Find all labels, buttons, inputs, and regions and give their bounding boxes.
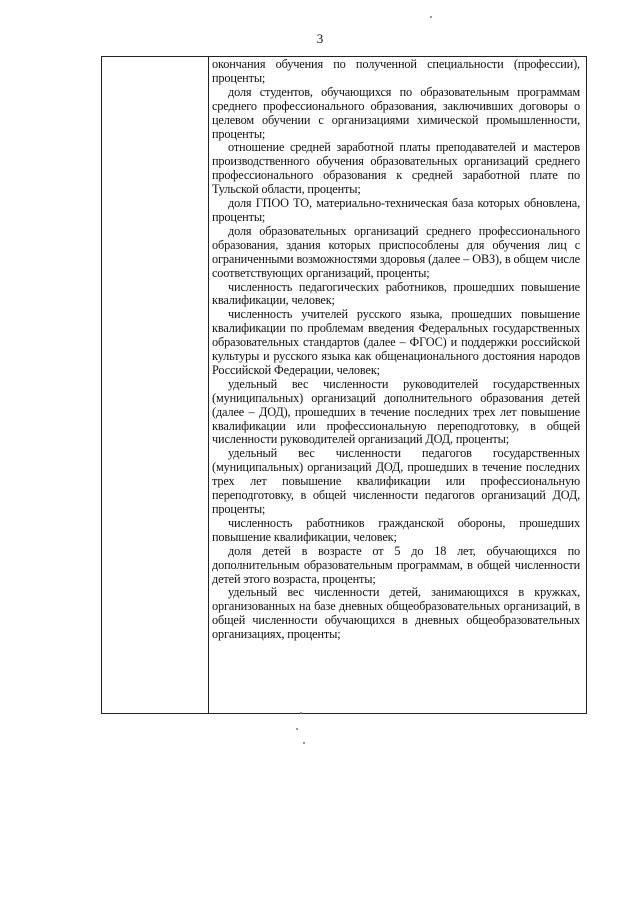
indicator-item: доля ГПОО ТО, материально-техническая база которых обновлена, проценты; [212, 196, 580, 224]
indicator-item: удельный вес численности руководителей государственных (муниципальных) организаций дополнительного образования детей (далее – ДОД), прошедших в течение последних трех лет повышение квалификации или профессиональную переподготовку, в общей численности руководителей организаций ДОД, проценты; [212, 376, 580, 447]
indicator-item: доля детей в возрасте от 5 до 18 лет, обучающихся по дополнительным образовательным программам, в общей численности детей этого возраста, проценты; [212, 543, 580, 586]
indicator-item: окончания обучения по полученной специальности (профессии), проценты; [212, 57, 580, 85]
indicator-table [101, 56, 587, 714]
indicator-item: доля студентов, обучающихся по образовательным программам среднего профессионального образования, заключивших договоры о целевом обучении с организациями химической промышленности, проценты; [212, 84, 580, 141]
indicator-item: численность учителей русского языка, прошедших повышение квалификации по проблемам введения Федеральных государственных образовательных стандартов (далее – ФГОС) и поддержки российской культуры и русского языка как общенационального достояния народов Российской Федерации, человек; [212, 307, 580, 377]
indicator-item: удельный вес численности детей, занимающихся в кружках, организованных на базе дневных общеобразовательных организаций, в общей численности обучающихся в дневных общеобразовательных организациях, проценты; [212, 585, 580, 642]
scan-speck [300, 712, 302, 714]
indicator-item: удельный вес численности педагогов государственных (муниципальных) организаций ДОД, прошедших в течение последних трех лет повышение квалификации или профессиональную переподготовку, в общей численности педагогов организаций ДОД, проценты; [212, 446, 580, 516]
indicator-list [212, 58, 580, 642]
scan-speck [303, 742, 305, 744]
indicator-item: доля образовательных организаций среднего профессионального образования, здания которых приспособлены для обучения лиц с ограниченными возможностями здоровья (далее – ОВЗ), в общем числе соответствующих организаций, проценты; [212, 223, 580, 280]
scan-speck [430, 16, 432, 18]
indicator-item: отношение средней заработной платы преподавателей и мастеров производственного обучения образовательных организаций среднего профессионального образования к средней заработной плате по Тульской области, проценты; [212, 140, 580, 197]
page-number: 3 [316, 31, 324, 46]
indicator-item: численность работников гражданской обороны, прошедших повышение квалификации, человек; [212, 515, 580, 544]
indicator-item: численность педагогических работников, прошедших повышение квалификации, человек; [212, 279, 580, 308]
scan-speck [296, 728, 298, 730]
table-column-divider [208, 57, 209, 713]
